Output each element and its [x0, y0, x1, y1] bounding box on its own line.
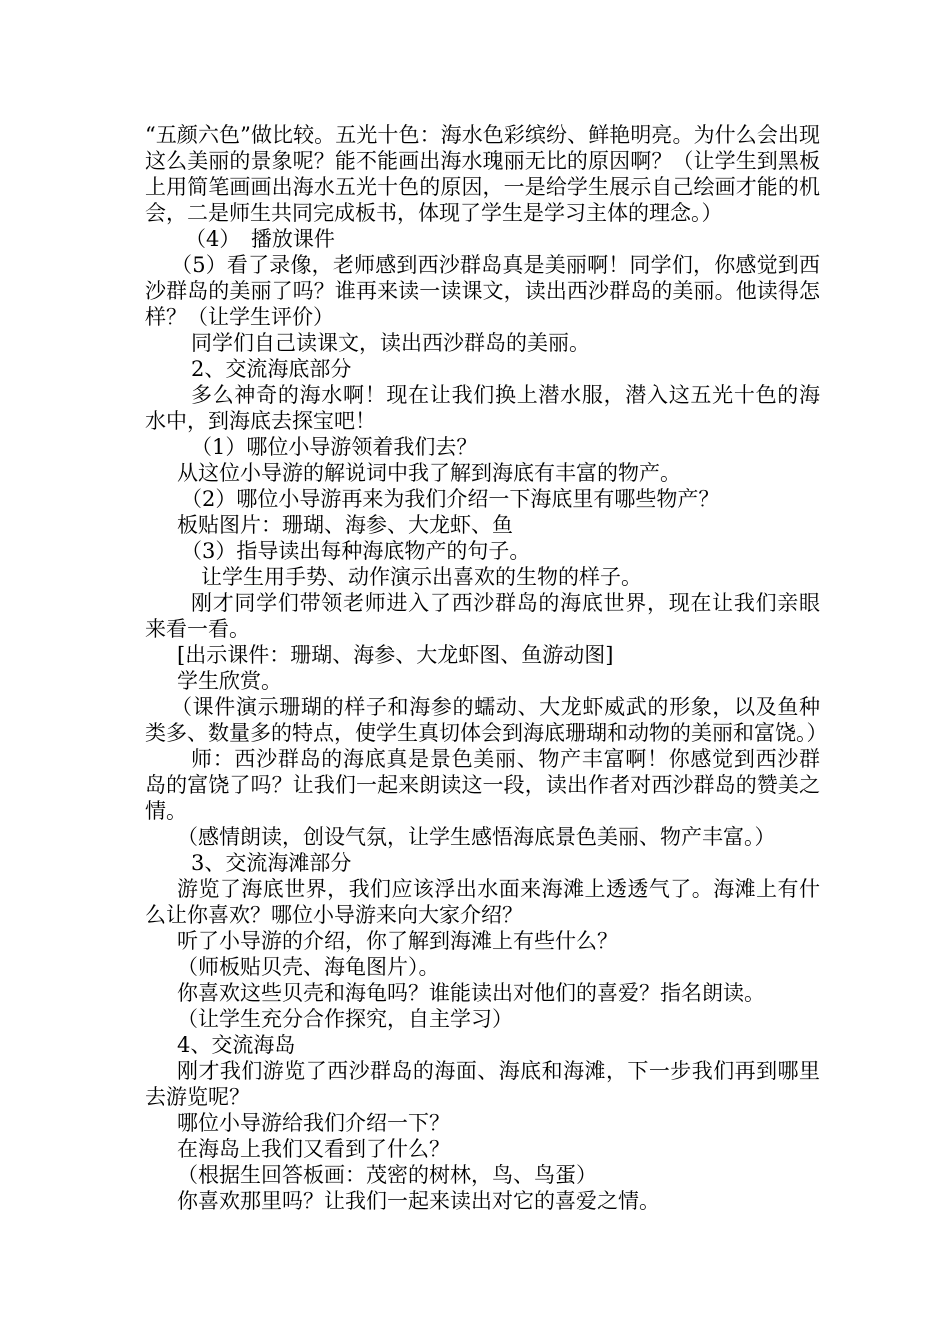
paragraph: [出示课件：珊瑚、海参、大龙虾图、鱼游动图] [177, 643, 614, 667]
section-heading: 2、交流海底部分 [191, 357, 352, 381]
paragraph: 哪位小导游给我们介绍一下？ [177, 1111, 450, 1135]
paragraph: 多么神奇的海水啊！现在让我们换上潜水服，潜入这五光十色的海水中，到海底去探宝吧！ [145, 383, 820, 433]
section-heading: 4、交流海岛 [177, 1033, 296, 1057]
paragraph: 刚才我们游览了西沙群岛的海面、海底和海滩，下一步我们再到哪里去游览呢？ [145, 1059, 820, 1109]
paragraph: 在海岛上我们又看到了什么？ [177, 1137, 450, 1161]
section-heading: 3、交流海滩部分 [191, 851, 352, 875]
paragraph: 让学生用手势、动作演示出喜欢的生物的样子。 [201, 565, 642, 589]
paragraph: 学生欣赏。 [177, 669, 282, 693]
paragraph: （2）哪位小导游再来为我们介绍一下海底里有哪些物产？ [181, 487, 720, 511]
paragraph: （1）哪位小导游领着我们去？ [191, 435, 478, 459]
paragraph: （感情朗读，创设气氛，让学生感悟海底景色美丽、物产丰富。） [177, 825, 776, 849]
paragraph: 师：西沙群岛的海底真是景色美丽、物产丰富啊！你感觉到西沙群岛的富饶了吗？让我们一起来朗读这一段，读出作者对西沙群岛的赞美之情。 [145, 747, 820, 823]
paragraph: （让学生充分合作探究，自主学习） [177, 1007, 513, 1031]
paragraph: 你喜欢那里吗？让我们一起来读出对它的喜爱之情。 [177, 1189, 660, 1213]
paragraph: 你喜欢这些贝壳和海龟吗？谁能读出对他们的喜爱？指名朗读。 [177, 981, 765, 1005]
paragraph: 游览了海底世界，我们应该浮出水面来海滩上透透气了。海滩上有什么让你喜欢？哪位小导游来向大家介绍？ [145, 877, 820, 927]
paragraph: （3）指导读出每种海底物产的句子。 [181, 539, 531, 563]
paragraph: （师板贴贝壳、海龟图片）。 [177, 955, 440, 979]
paragraph: 从这位小导游的解说词中我了解到海底有丰富的物产。 [177, 461, 681, 485]
paragraph: （4） 播放课件 [185, 227, 335, 251]
paragraph: （根据生回答板画：茂密的树林，鸟、鸟蛋） [177, 1163, 597, 1187]
paragraph: 板贴图片：珊瑚、海参、大龙虾、鱼 [177, 513, 513, 537]
document-body [145, 122, 828, 1214]
paragraph: 同学们自己读课文，读出西沙群岛的美丽。 [191, 331, 590, 355]
paragraph: 刚才同学们带领老师进入了西沙群岛的海底世界，现在让我们亲眼来看一看。 [145, 591, 820, 641]
paragraph: “五颜六色”做比较。五光十色：海水色彩缤纷、鲜艳明亮。为什么会出现这么美丽的景象呢？能不能画出海水瑰丽无比的原因啊？（让学生到黑板上用简笔画画出海水五光十色的原因，一是给学生展示自己绘画才能的机会，二是师生共同完成板书，体现了学生是学习主体的理念。） [145, 123, 820, 225]
paragraph: 听了小导游的介绍，你了解到海滩上有些什么？ [177, 929, 618, 953]
paragraph: （课件演示珊瑚的样子和海参的蠕动、大龙虾威武的形象，以及鱼种类多、数量多的特点，使学生真切体会到海底珊瑚和动物的美丽和富饶。） [145, 695, 828, 745]
paragraph: （5）看了录像，老师感到西沙群岛真是美丽啊！同学们，你感觉到西沙群岛的美丽了吗？谁再来读一读课文，读出西沙群岛的美丽。他读得怎样？（让学生评价） [145, 253, 820, 329]
